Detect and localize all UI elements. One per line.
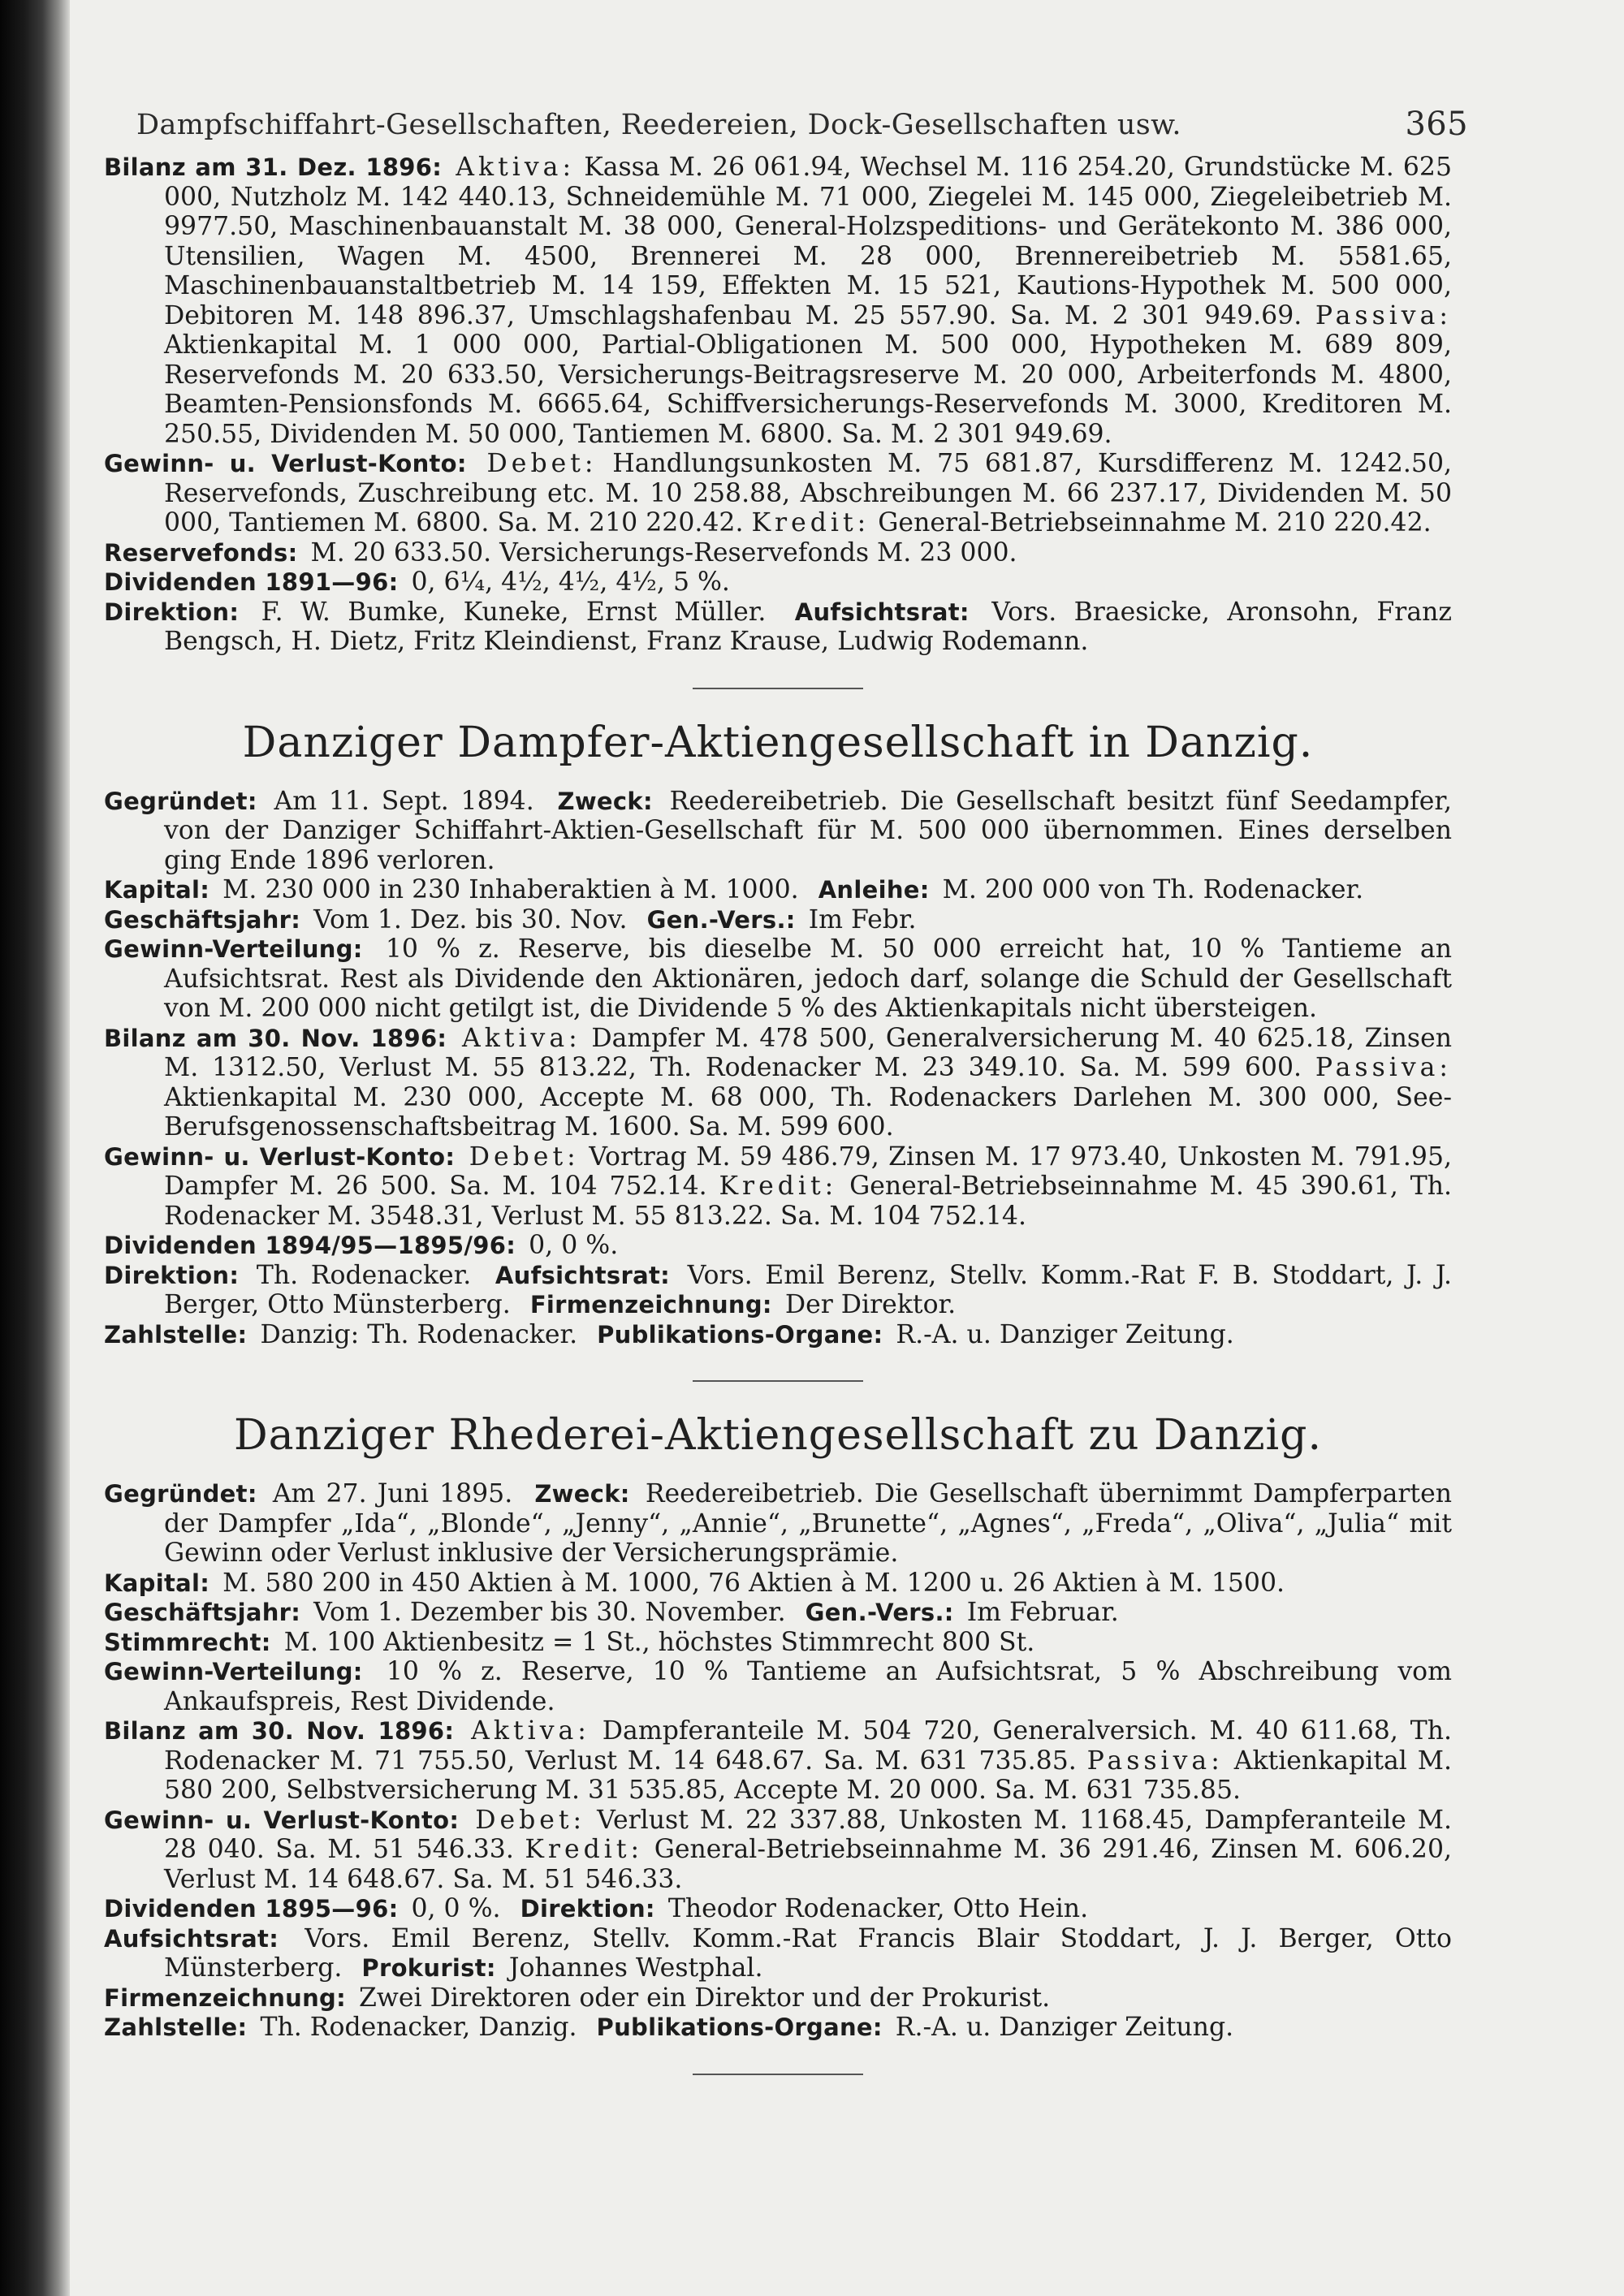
text-kredit: General-Betriebseinnahme M. 210 220.42. bbox=[878, 508, 1432, 537]
entry-bilanz bbox=[104, 1024, 1452, 1142]
label-kredit: Kredit: bbox=[719, 1172, 838, 1201]
text-passiva: Aktienkapital M. 230 000, Accepte M. 68 000, Th. Rodenackers Darlehen M. 300 000, See-Berufsgenossenschaftsbeitrag M. 1600. Sa. M. 599 600. bbox=[164, 1082, 1452, 1142]
label-kredit: Kredit: bbox=[751, 508, 870, 537]
text-aufsichtsrat: Vors. Braesicke, Aronsohn, Franz Bengsch, H. Dietz, Fritz Kleindienst, Franz Krause, Ludwig Rodemann. bbox=[164, 597, 1453, 656]
label-debet: Debet: bbox=[475, 1805, 586, 1835]
text-kredit: General-Betriebseinnahme M. 45 390.61, Th. Rodenacker M. 3548.31, Verlust M. 55 813.22. Sa. M. 104 752.14. bbox=[164, 1172, 1452, 1231]
entry-dividenden bbox=[104, 1231, 1452, 1261]
entry-geschaeftsjahr bbox=[104, 905, 1452, 935]
text-direktion: Theodor Rodenacker, Otto Hein. bbox=[667, 1894, 1089, 1923]
section-divider bbox=[693, 2074, 863, 2075]
text-dividenden: 0, 0 %. bbox=[411, 1894, 501, 1923]
text-aktiva: Dampfer M. 478 500, Generalversicherung M. 40 625.18, Zinsen M. 1312.50, Verlust M. 55 813.22, Th. Rodenacker M. 23 349.10. Sa. M. 599 600. bbox=[164, 1023, 1453, 1082]
entry-reservefonds bbox=[104, 538, 1452, 568]
label-zahlstelle: Zahlstelle: bbox=[104, 2013, 248, 2041]
label-guv: Gewinn- u. Verlust-Konto: bbox=[104, 450, 467, 477]
section-danziger-rhederei bbox=[104, 1411, 1452, 2043]
label-geschaeftsjahr: Geschäftsjahr: bbox=[104, 1599, 301, 1626]
entry-guv bbox=[104, 449, 1452, 538]
label-zweck: Zweck: bbox=[534, 1480, 630, 1508]
text-firmenzeichnung: Zwei Direktoren oder ein Direktor und der Prokurist. bbox=[359, 1983, 1051, 2013]
text-direktion: F. W. Bumke, Kuneke, Ernst Müller. bbox=[261, 597, 767, 627]
text-publikationsorgane: R.-A. u. Danziger Zeitung. bbox=[895, 2013, 1234, 2042]
text-aufsichtsrat: Vors. Emil Berenz, Stellv. Komm.-Rat F. B. Stoddart, J. J. Berger, Otto Münsterberg. bbox=[164, 1260, 1453, 1319]
text-genvers: Im Februar. bbox=[966, 1598, 1119, 1627]
entry-gewinnverteilung bbox=[104, 934, 1452, 1024]
text-prokurist: Johannes Westphal. bbox=[508, 1953, 763, 1983]
text-aktiva: Dampferanteile M. 504 720, Generalversich. M. 40 611.68, Th. Rodenacker M. 71 755.50, Verlust M. 14 648.67. Sa. M. 631 735.85. bbox=[164, 1716, 1453, 1776]
label-bilanz: Bilanz am 30. Nov. 1896: bbox=[104, 1717, 455, 1745]
section-divider bbox=[693, 1380, 863, 1382]
label-anleihe: Anleihe: bbox=[818, 876, 930, 904]
label-gegruendet: Gegründet: bbox=[104, 1480, 257, 1508]
book-binding-shadow bbox=[0, 0, 70, 2296]
section-heading: Danziger Rhederei-Aktiengesellschaft zu Danzig. bbox=[233, 1411, 1323, 1460]
label-publikationsorgane: Publikations-Organe: bbox=[596, 2013, 883, 2041]
label-kapital: Kapital: bbox=[104, 1569, 210, 1597]
text-kredit: General-Betriebseinnahme M. 36 291.46, Zinsen M. 606.20, Verlust M. 14 648.67. Sa. M. 51 546.33. bbox=[164, 1835, 1453, 1894]
text-anleihe: M. 200 000 von Th. Rodenacker. bbox=[942, 875, 1364, 904]
entry-kapital bbox=[104, 1569, 1452, 1599]
text-zweck: Reedereibetrieb. Die Gesellschaft übernimmt Dampferparten der Dampfer „Ida“, „Blonde“, „Jenny“, „Annie“, „Brunette“, „Agnes“, „Freda“, „Oliva“, „Julia“ mit Gewinn oder Verlust inklusive der Versicherungsprämie. bbox=[164, 1479, 1453, 1568]
section-danziger-dampfer bbox=[104, 719, 1452, 1350]
text-kapital: M. 230 000 in 230 Inhaberaktien à M. 1000. bbox=[222, 875, 799, 904]
section-divider bbox=[693, 688, 863, 689]
entry-kapital bbox=[104, 875, 1452, 905]
section-heading: Danziger Dampfer-Aktiengesellschaft in Danzig. bbox=[242, 718, 1314, 767]
label-bilanz: Bilanz am 30. Nov. 1896: bbox=[104, 1024, 447, 1052]
label-passiva: Passiva: bbox=[1315, 300, 1452, 330]
label-dividenden: Dividenden 1891—96: bbox=[104, 568, 399, 596]
label-direktion: Direktion: bbox=[104, 598, 240, 626]
text-geschaeftsjahr: Vom 1. Dez. bis 30. Nov. bbox=[313, 904, 628, 934]
label-kredit: Kredit: bbox=[525, 1835, 644, 1864]
text-zahlstelle: Th. Rodenacker, Danzig. bbox=[260, 2013, 577, 2042]
entry-gegruendet bbox=[104, 787, 1452, 876]
label-firmenzeichnung: Firmenzeichnung: bbox=[529, 1291, 772, 1318]
running-head bbox=[136, 97, 1468, 146]
label-dividenden: Dividenden 1895—96: bbox=[104, 1895, 399, 1923]
text-dividenden: 0, 0 %. bbox=[529, 1231, 619, 1260]
text-kapital: M. 580 200 in 450 Aktien à M. 1000, 76 Aktien à M. 1200 u. 26 Aktien à M. 1500. bbox=[222, 1568, 1285, 1598]
text-zahlstelle: Danzig: Th. Rodenacker. bbox=[260, 1319, 578, 1349]
label-zahlstelle: Zahlstelle: bbox=[104, 1320, 248, 1349]
label-guv: Gewinn- u. Verlust-Konto: bbox=[104, 1142, 456, 1171]
label-aufsichtsrat: Aufsichtsrat: bbox=[794, 598, 970, 626]
text-gewinnverteilung: 10 % z. Reserve, bis dieselbe M. 50 000 erreicht hat, 10 % Tantieme an Aufsichtsrat. Rest als Dividende den Aktionären, jedoch darf, solange die Schuld der Gesellschaft von M. 200 000 nicht getilgt ist, die Dividende 5 % des Aktienkapitals nicht übersteigen. bbox=[164, 934, 1453, 1023]
text-debet: Handlungsunkosten M. 75 681.87, Kursdifferenz M. 1242.50, Reservefonds, Zuschreibung etc. M. 10 258.88, Abschreibungen M. 66 237.17, Dividenden M. 50 000, Tantiemen M. 6800. Sa. M. 210 220.42. bbox=[164, 449, 1453, 537]
entry-geschaeftsjahr bbox=[104, 1598, 1452, 1628]
text-firmenzeichnung: Der Direktor. bbox=[784, 1290, 957, 1319]
label-geschaeftsjahr: Geschäftsjahr: bbox=[104, 905, 301, 934]
entry-aufsichtsrat bbox=[104, 1924, 1452, 1983]
label-genvers: Gen.-Vers.: bbox=[646, 905, 796, 934]
label-firmenzeichnung: Firmenzeichnung: bbox=[104, 1983, 346, 2012]
text-zweck: Reedereibetrieb. Die Gesellschaft besitzt fünf Seedampfer, von der Danziger Schiffahrt-Aktien-Gesellschaft für M. 500 000 übernommen. Eines derselben ging Ende 1896 verloren. bbox=[164, 786, 1452, 875]
entry-dividenden bbox=[104, 568, 1452, 598]
label-aktiva: Aktiva: bbox=[471, 1716, 590, 1746]
label-dividenden: Dividenden 1894/95—1895/96: bbox=[104, 1232, 516, 1259]
label-zweck: Zweck: bbox=[557, 787, 653, 815]
label-publikationsorgane: Publikations-Organe: bbox=[597, 1320, 883, 1349]
label-debet: Debet: bbox=[469, 1142, 580, 1172]
label-direktion: Direktion: bbox=[520, 1895, 655, 1923]
text-gegruendet: Am 11. Sept. 1894. bbox=[274, 786, 534, 816]
text-dividenden: 0, 6¼, 4½, 4½, 4½, 5 %. bbox=[411, 568, 730, 597]
entry-bilanz bbox=[104, 153, 1452, 449]
text-stimmrecht: M. 100 Aktienbesitz = 1 St., höchstes Stimmrecht 800 St. bbox=[283, 1627, 1035, 1657]
entry-gegruendet bbox=[104, 1479, 1452, 1569]
text-debet: Verlust M. 22 337.88, Unkosten M. 1168.45, Dampferanteile M. 28 040. Sa. M. 51 546.33. bbox=[164, 1805, 1453, 1864]
entry-guv bbox=[104, 1142, 1452, 1232]
text-aktiva: Kassa M. 26 061.94, Wechsel M. 116 254.20, Grundstücke M. 625 000, Nutzholz M. 142 440.13, Schneidemühle M. 71 000, Ziegelei M. 145 000, Ziegeleibetrieb M. 9977.50, Maschinenbauanstalt M. 38 000, General-Holzspeditions- und Gerätekonto M. 386 000, Utensilien, Wagen M. 4500, Brennerei M. 28 000, Brennereibetrieb M. 5581.65, Maschinenbauanstaltbetrieb M. 14 159, Effekten M. 15 521, Kautions-Hypothek M. 500 000, Debitoren M. 148 896.37, Umschlagshafenbau M. 25 557.90. Sa. M. 2 301 949.69. bbox=[164, 153, 1453, 330]
entry-zahlstelle bbox=[104, 2013, 1452, 2043]
label-bilanz: Bilanz am 31. Dez. 1896: bbox=[104, 153, 443, 181]
entry-stimmrecht bbox=[104, 1628, 1452, 1658]
label-genvers: Gen.-Vers.: bbox=[805, 1599, 954, 1626]
page bbox=[104, 97, 1468, 2104]
text-geschaeftsjahr: Vom 1. Dezember bis 30. November. bbox=[313, 1598, 786, 1627]
label-kapital: Kapital: bbox=[104, 876, 210, 904]
label-aktiva: Aktiva: bbox=[461, 1023, 581, 1053]
entry-gewinnverteilung bbox=[104, 1657, 1452, 1716]
text-passiva: Aktienkapital M. 1 000 000, Partial-Obligationen M. 500 000, Hypotheken M. 689 809, Reservefonds M. 20 633.50, Versicherungs-Beitragsreserve M. 20 000, Arbeiterfonds M. 4800, Beamten-Pensionsfonds M. 6665.64, Schiffversicherungs-Reservefonds M. 3000, Kreditoren M. 250.55, Dividenden M. 50 000, Tantiemen M. 6800. Sa. M. 2 301 949.69. bbox=[164, 330, 1452, 449]
label-prokurist: Prokurist: bbox=[361, 1954, 496, 1982]
text-debet: Vortrag M. 59 486.79, Zinsen M. 17 973.40, Unkosten M. 791.95, Dampfer M. 26 500. Sa. M. 104 752.14. bbox=[164, 1142, 1453, 1201]
label-debet: Debet: bbox=[486, 449, 598, 478]
text-reservefonds: M. 20 633.50. Versicherungs-Reservefonds M. 23 000. bbox=[310, 537, 1017, 568]
entry-firmenzeichnung bbox=[104, 1983, 1452, 2013]
entry-direktion bbox=[104, 1261, 1452, 1320]
label-guv: Gewinn- u. Verlust-Konto: bbox=[104, 1806, 460, 1834]
text-passiva: Aktienkapital M. 580 200, Selbstversicherung M. 31 535.85, Accepte M. 20 000. Sa. M. 631 735.85. bbox=[164, 1746, 1452, 1805]
label-aktiva: Aktiva: bbox=[456, 153, 576, 182]
text-aufsichtsrat: Vors. Emil Berenz, Stellv. Komm.-Rat Francis Blair Stoddart, J. J. Berger, Otto Münsterberg. bbox=[164, 1923, 1453, 1983]
label-gewinnverteilung: Gewinn-Verteilung: bbox=[104, 935, 363, 963]
entry-zahlstelle bbox=[104, 1320, 1452, 1350]
running-head-title: Dampfschiffahrt-Gesellschaften, Reedereien, Dock-Gesellschaften usw. bbox=[136, 109, 1181, 141]
label-direktion: Direktion: bbox=[104, 1261, 240, 1289]
section-continuation bbox=[104, 153, 1452, 657]
text-gegruendet: Am 27. Juni 1895. bbox=[272, 1479, 513, 1508]
label-gewinnverteilung: Gewinn-Verteilung: bbox=[104, 1658, 363, 1685]
label-aufsichtsrat: Aufsichtsrat: bbox=[104, 1924, 279, 1953]
text-publikationsorgane: R.-A. u. Danziger Zeitung. bbox=[896, 1319, 1234, 1349]
entry-dividenden bbox=[104, 1894, 1452, 1924]
label-gegruendet: Gegründet: bbox=[104, 787, 257, 815]
label-stimmrecht: Stimmrecht: bbox=[104, 1628, 271, 1656]
text-gewinnverteilung: 10 % z. Reserve, 10 % Tantieme an Aufsichtsrat, 5 % Abschreibung vom Ankaufspreis, Rest Dividende. bbox=[164, 1657, 1452, 1716]
entry-bilanz bbox=[104, 1716, 1452, 1806]
label-passiva: Passiva: bbox=[1086, 1746, 1224, 1776]
text-direktion: Th. Rodenacker. bbox=[256, 1260, 472, 1290]
entry-direktion bbox=[104, 598, 1452, 657]
page-number: 365 bbox=[1405, 106, 1468, 143]
label-passiva: Passiva: bbox=[1315, 1053, 1453, 1082]
text-genvers: Im Febr. bbox=[808, 904, 917, 934]
entry-guv bbox=[104, 1806, 1452, 1895]
label-aufsichtsrat: Aufsichtsrat: bbox=[495, 1261, 671, 1289]
label-reservefonds: Reservefonds: bbox=[104, 538, 298, 567]
